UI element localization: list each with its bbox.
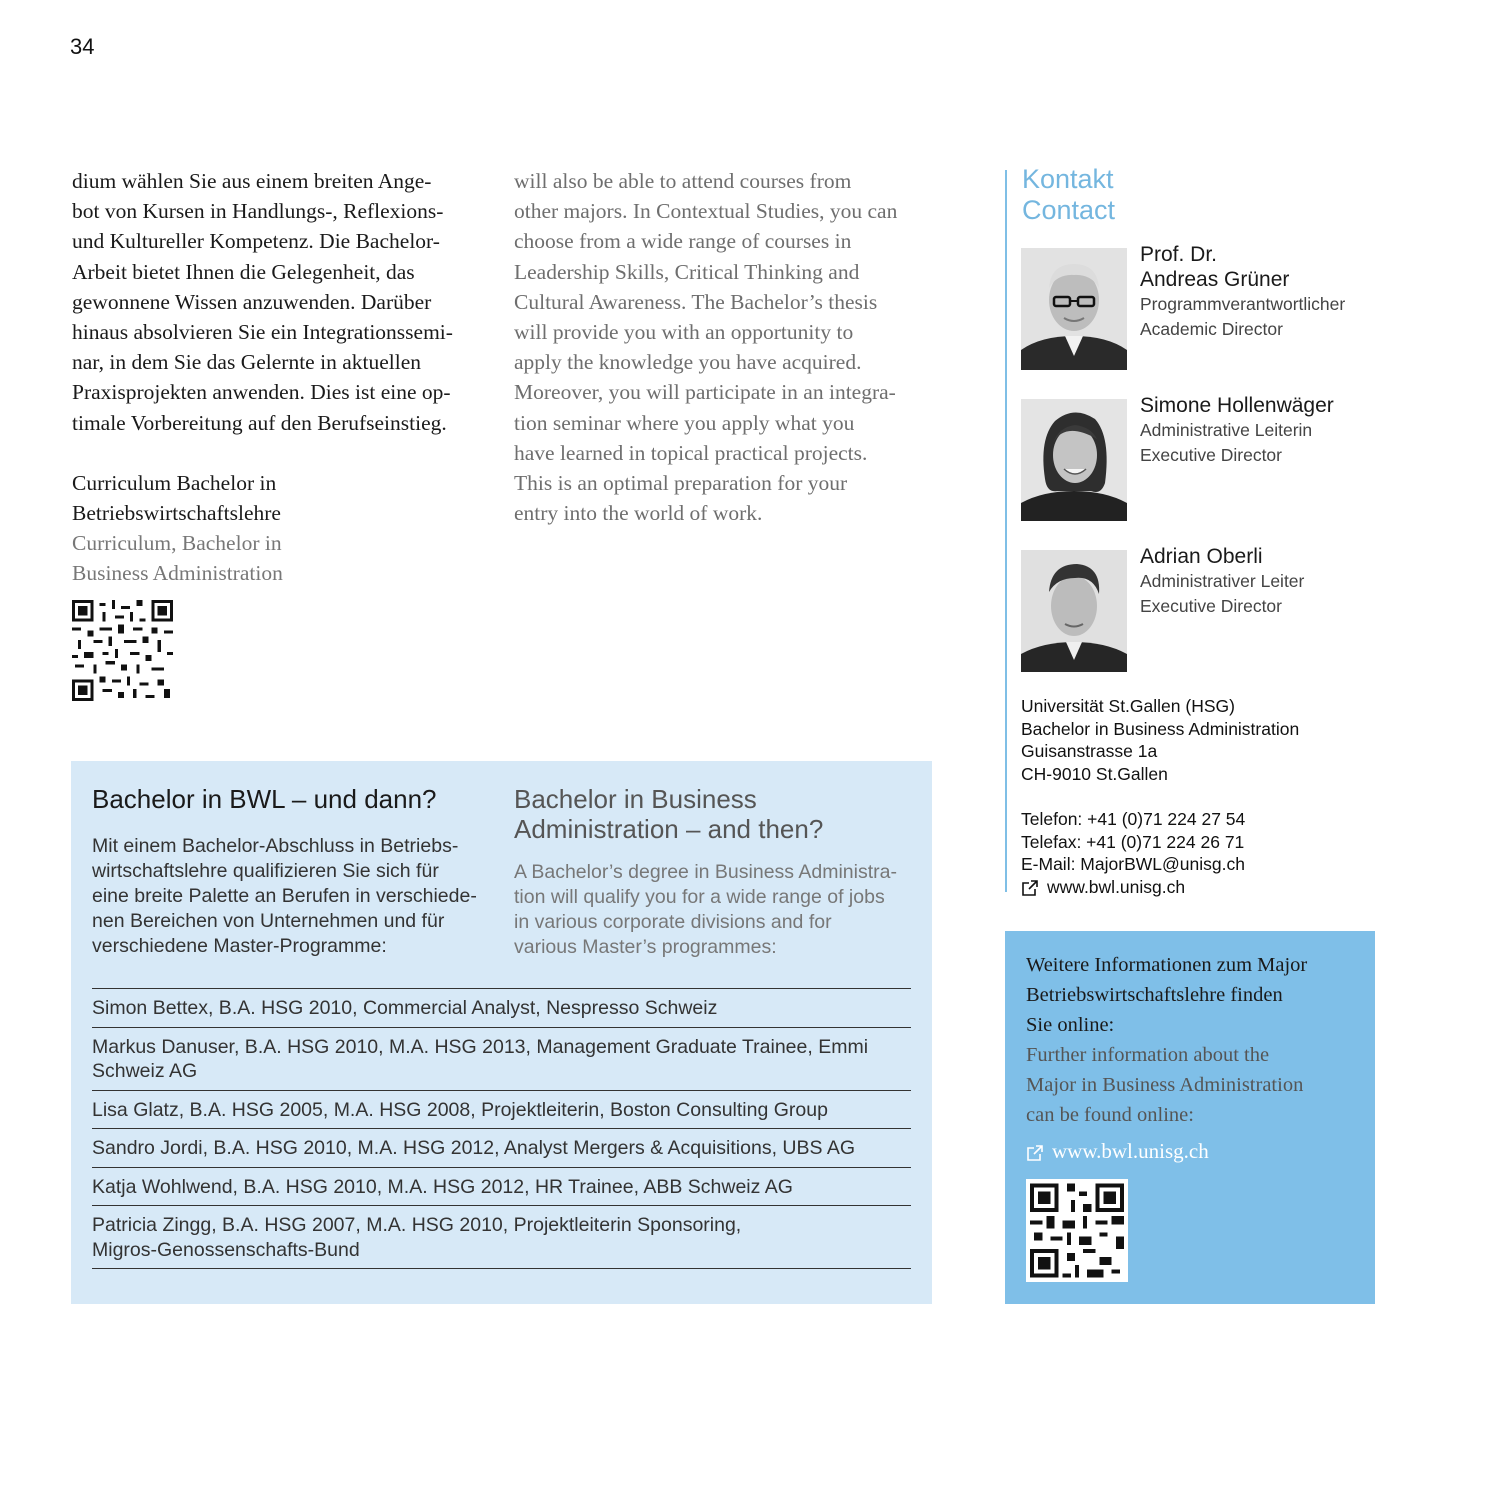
text-line: apply the knowledge you have acquired. (514, 350, 862, 375)
person-name: Prof. Dr. (1140, 243, 1218, 266)
person-info (1140, 242, 1380, 342)
curriculum-de-line: Curriculum Bachelor in (72, 470, 277, 495)
text-line: nen Bereichen von Unternehmen und für (92, 910, 445, 932)
spacer (1021, 785, 1381, 808)
text-line: wirtschaftslehre qualifizieren Sie sich für (92, 860, 439, 882)
text-line: entry into the world of work. (514, 501, 763, 526)
text-line: eine breite Palette an Berufen in verschiede- (92, 885, 477, 907)
address-line: Universität St.Gallen (HSG) (1021, 696, 1235, 716)
body-text-english (514, 166, 934, 528)
alumni-text: Migros-Genossenschafts-Bund (92, 1238, 360, 1261)
text-line: nar, in dem Sie das Gelernte in aktuellen (72, 350, 421, 375)
person-role-en: Academic Director (1140, 319, 1283, 339)
person-role-en: Executive Director (1140, 596, 1282, 616)
portrait-photo (1021, 550, 1127, 672)
contact-person (1021, 243, 1381, 372)
text-line: Weitere Informationen zum Major (1026, 954, 1308, 976)
online-info-en (1026, 1040, 1366, 1131)
portrait-photo (1021, 399, 1127, 521)
person-name: Simone Hollenwäger (1140, 394, 1334, 417)
text-line: Cultural Awareness. The Bachelor’s thesis (514, 289, 878, 314)
contact-title-en: Contact (1022, 195, 1116, 225)
text-line: Mit einem Bachelor-Abschluss in Betriebs- (92, 835, 459, 857)
alumni-list (92, 988, 911, 1269)
text-line: verschiedene Master-Programme: (92, 935, 387, 957)
alumni-item (92, 1091, 911, 1130)
curriculum-en-line: Curriculum, Bachelor in (72, 531, 282, 556)
address-line: CH-9010 St.Gallen (1021, 763, 1168, 784)
email-address[interactable]: E-Mail: MajorBWL@unisg.ch (1021, 854, 1245, 875)
heading-line: Bachelor in Business (514, 784, 757, 814)
website-qr-code[interactable] (1026, 1179, 1128, 1282)
online-info-url[interactable]: www.bwl.unisg.ch (1052, 1139, 1209, 1163)
fax-number: Telefax: +41 (0)71 224 26 71 (1021, 831, 1245, 852)
person-role-en: Executive Director (1140, 445, 1282, 465)
text-line: Major in Business Administration (1026, 1074, 1304, 1097)
alumni-text: Katja Wohlwend, B.A. HSG 2010, M.A. HSG 2012, HR Trainee, ABB Schweiz AG (92, 1175, 793, 1198)
page-number: 34 (70, 34, 95, 59)
text-line: will provide you with an opportunity to (514, 320, 854, 345)
website-link[interactable] (1021, 876, 1381, 899)
text-line: will also be able to attend courses from (514, 169, 852, 193)
career-text-en (514, 860, 914, 960)
alumni-text: Simon Bettex, B.A. HSG 2010, Commercial Analyst, Nespresso Schweiz (92, 997, 718, 1019)
person-name: Andreas Grüner (1140, 268, 1290, 291)
alumni-item (92, 1206, 911, 1269)
career-text-de (92, 834, 502, 959)
contact-person (1021, 545, 1381, 674)
text-line: choose from a wide range of courses in (514, 229, 852, 254)
text-line: Further information about the (1026, 1044, 1270, 1066)
website-url[interactable]: www.bwl.unisg.ch (1047, 876, 1186, 897)
contact-heading (1022, 164, 1115, 226)
curriculum-qr-code[interactable] (71, 600, 174, 701)
alumni-text: Sandro Jordi, B.A. HSG 2010, M.A. HSG 2012, Analyst Mergers & Acquisitions, UBS AG (92, 1137, 856, 1159)
alumni-item (92, 1028, 911, 1091)
online-info-link[interactable] (1026, 1136, 1209, 1166)
contact-person (1021, 394, 1381, 523)
alumni-text: Schweiz AG (92, 1060, 198, 1082)
portrait-photo (1021, 248, 1127, 370)
text-line: hinaus absolvieren Sie ein Integrationssemi- (72, 320, 453, 345)
person-info (1140, 393, 1380, 468)
text-line: Praxisprojekten anwenden. Dies ist eine op- (72, 380, 451, 405)
text-line: This is an optimal preparation for your (514, 471, 848, 496)
curriculum-caption (72, 468, 492, 589)
external-link-icon (1021, 879, 1039, 897)
text-line: other majors. In Contextual Studies, you can (514, 199, 898, 224)
text-line: Sie online: (1026, 1014, 1115, 1037)
contact-title-de: Kontakt (1022, 164, 1114, 194)
curriculum-de-line: Betriebswirtschaftslehre (72, 501, 281, 526)
contact-address (1021, 695, 1381, 898)
online-info-de (1026, 950, 1366, 1041)
heading-line: Administration – and then? (514, 814, 824, 844)
address-line: Bachelor in Business Administration (1021, 718, 1300, 739)
text-line: und Kultureller Kompetenz. Die Bachelor- (72, 229, 440, 254)
text-line: can be found online: (1026, 1104, 1194, 1127)
text-line: A Bachelor’s degree in Business Administra- (514, 861, 897, 883)
text-line: have learned in topical practical projects. (514, 440, 868, 465)
text-line: tion seminar where you apply what you (514, 410, 855, 435)
body-text-german (72, 166, 492, 589)
career-heading-de: Bachelor in BWL – und dann? (92, 784, 437, 814)
external-link-icon (1026, 1144, 1044, 1162)
alumni-item (92, 989, 911, 1028)
text-line: tion will qualify you for a wide range of jobs (514, 886, 885, 908)
alumni-item (92, 1129, 911, 1168)
alumni-item (92, 1168, 911, 1207)
text-line: Betriebswirtschaftslehre finden (1026, 984, 1283, 1007)
text-line: in various corporate divisions and for (514, 911, 832, 933)
contact-divider (1005, 170, 1007, 892)
person-name: Adrian Oberli (1140, 545, 1263, 568)
alumni-text: Markus Danuser, B.A. HSG 2010, M.A. HSG 2013, Management Graduate Trainee, Emmi (92, 1035, 869, 1058)
text-line: Moreover, you will participate in an integra- (514, 380, 896, 405)
text-line: Leadership Skills, Critical Thinking and (514, 259, 860, 284)
career-heading-en (514, 784, 914, 844)
text-line: various Master’s programmes: (514, 936, 777, 958)
alumni-text: Lisa Glatz, B.A. HSG 2005, M.A. HSG 2008, Projektleiterin, Boston Consulting Group (92, 1098, 828, 1121)
text-line: gewonnene Wissen anzuwenden. Darüber (72, 289, 432, 314)
person-role-de: Administrativer Leiter (1140, 571, 1305, 591)
text-line: dium wählen Sie aus einem breiten Ange- (72, 169, 432, 193)
person-role-de: Administrative Leiterin (1140, 420, 1313, 440)
text-line: Arbeit bietet Ihnen die Gelegenheit, das (72, 259, 415, 284)
person-info (1140, 544, 1380, 619)
person-role-de: Programmverantwortlicher (1140, 294, 1346, 314)
address-line: Guisanstrasse 1a (1021, 741, 1158, 762)
phone-number: Telefon: +41 (0)71 224 27 54 (1021, 808, 1246, 829)
text-line: bot von Kursen in Handlungs-, Reflexions- (72, 199, 444, 224)
text-line: timale Vorbereitung auf den Berufseinstieg. (72, 410, 447, 435)
alumni-text: Patricia Zingg, B.A. HSG 2007, M.A. HSG 2010, Projektleiterin Sponsoring, (92, 1214, 742, 1236)
curriculum-en-line: Business Administration (72, 561, 283, 586)
